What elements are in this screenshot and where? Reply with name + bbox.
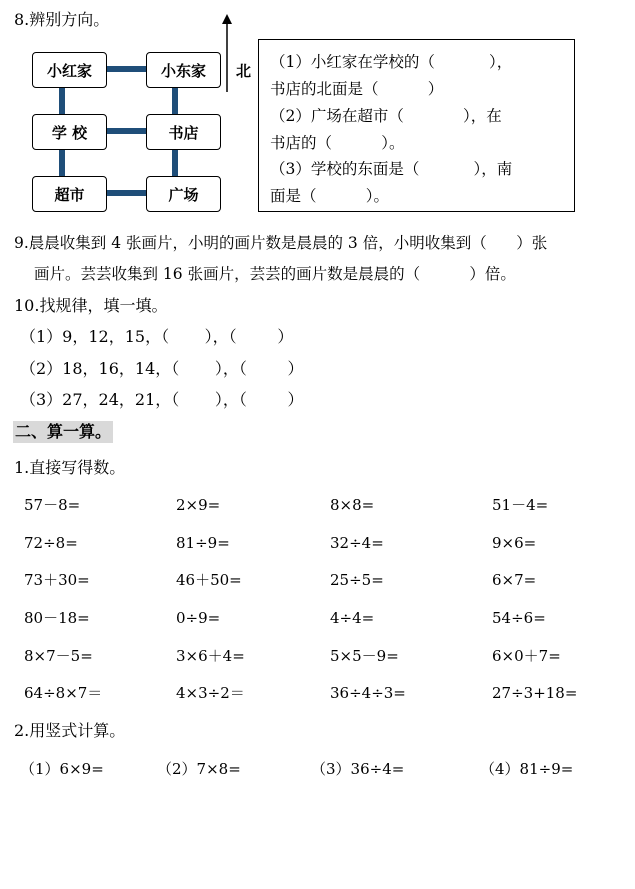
q8-line-2: 书店的北面是（ ） <box>270 80 444 98</box>
q9-line-1: 9.晨晨收集到 4 张画片，小明的画片数是晨晨的 3 倍，小明收集到（ ）张 <box>14 234 548 252</box>
calc1-r6c1: 64÷8×7＝ <box>24 684 103 702</box>
calc2-item-1: （1）6×9= <box>20 760 104 778</box>
calc1-r3c1: 73＋30= <box>24 571 90 589</box>
q8-line-6: 面是（ ）。 <box>270 187 390 205</box>
calc1-r6c2: 4×3÷2＝ <box>176 684 245 702</box>
calc1-r4c2: 0÷9= <box>176 609 221 627</box>
q8-line-4: 书店的（ ）。 <box>270 134 405 152</box>
q8-line-1: （1）小红家在学校的（ ）， <box>270 53 513 71</box>
place-xiaohong-home: 小红家 <box>32 52 107 88</box>
north-arrow-icon <box>220 14 234 92</box>
place-bookstore: 书店 <box>146 114 221 150</box>
calc1-r3c4: 6×7= <box>492 571 537 589</box>
road-top <box>106 66 148 72</box>
calc2-item-4: （4）81÷9= <box>480 760 574 778</box>
calc1-r3c3: 25÷5= <box>330 571 384 589</box>
calc1-r5c1: 8×7－5= <box>24 647 93 665</box>
calc2-title: 2.用竖式计算。 <box>14 721 126 740</box>
road-middle <box>106 128 148 134</box>
q8-title: 8.辨别方向。 <box>14 10 110 29</box>
road-left-lower <box>59 148 65 176</box>
calc2-item-2: （2）7×8= <box>157 760 241 778</box>
calc1-r4c1: 80－18= <box>24 609 90 627</box>
calc1-r6c3: 36÷4÷3= <box>330 684 406 702</box>
calc1-r1c4: 51－4= <box>492 496 549 514</box>
calc1-r6c4: 27÷3+18= <box>492 684 578 702</box>
calc1-r5c4: 6×0＋7= <box>492 647 561 665</box>
calc1-r2c4: 9×6= <box>492 534 537 552</box>
q10-item-3: （3）27，24，21，（ ），（ ） <box>20 390 304 409</box>
calc1-r1c3: 8×8= <box>330 496 375 514</box>
calc2-item-3: （3）36÷4= <box>311 760 405 778</box>
q10-item-1: （1）9，12，15，（ ），（ ） <box>20 327 294 346</box>
road-right-lower <box>172 148 178 176</box>
calc1-r3c2: 46＋50= <box>176 571 242 589</box>
calc1-r1c2: 2×9= <box>176 496 221 514</box>
section-2-heading: 二、算一算。 <box>15 422 112 441</box>
calc1-r5c3: 5×5－9= <box>330 647 399 665</box>
road-left-upper <box>59 86 65 114</box>
place-school: 学 校 <box>32 114 107 150</box>
calc1-r4c4: 54÷6= <box>492 609 546 627</box>
q8-line-3: （2）广场在超市（ ），在 <box>270 107 502 125</box>
calc1-r4c3: 4÷4= <box>330 609 375 627</box>
calc1-r2c2: 81÷9= <box>176 534 230 552</box>
road-bottom <box>106 190 148 196</box>
calc1-r2c1: 72÷8= <box>24 534 78 552</box>
calc1-r2c3: 32÷4= <box>330 534 384 552</box>
q8-line-5: （3）学校的东面是（ ），南 <box>270 160 513 178</box>
place-xiaodong-home: 小东家 <box>146 52 221 88</box>
q10-item-2: （2）18，16，14，（ ），（ ） <box>20 359 304 378</box>
calc1-r5c2: 3×6＋4= <box>176 647 245 665</box>
north-label: 北 <box>236 62 252 80</box>
place-supermarket: 超市 <box>32 176 107 212</box>
q9-line-2: 画片。芸芸收集到 16 张画片，芸芸的画片数是晨晨的（ ）倍。 <box>34 265 516 283</box>
place-square: 广场 <box>146 176 221 212</box>
calc1-title: 1.直接写得数。 <box>14 458 126 477</box>
q10-title: 10.找规律，填一填。 <box>14 296 168 315</box>
calc1-r1c1: 57－8= <box>24 496 81 514</box>
road-right-upper <box>172 86 178 114</box>
